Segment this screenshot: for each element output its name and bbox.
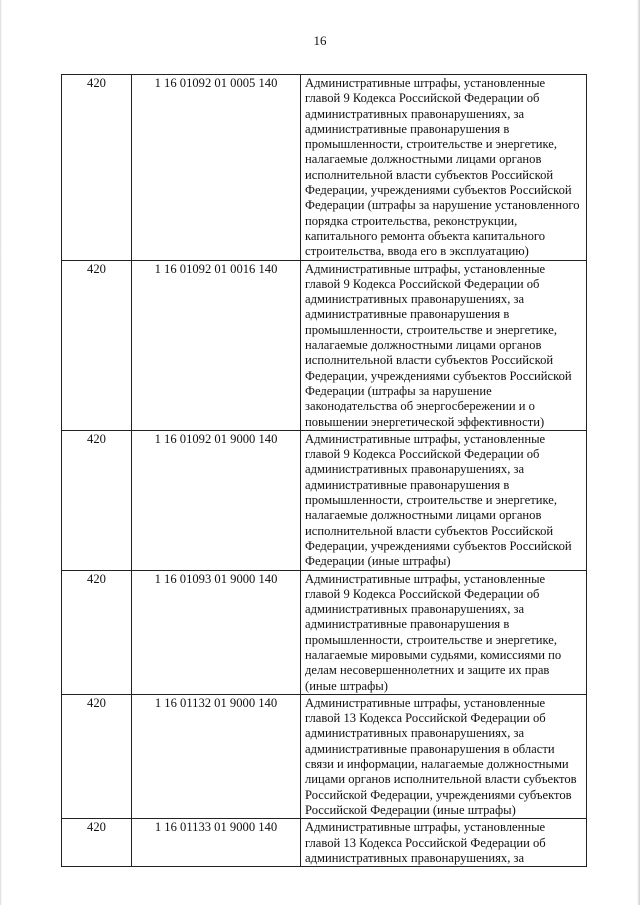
description-line: Федерации, учреждениями субъектов Российской	[305, 183, 572, 198]
table-row	[62, 75, 587, 261]
description-line: административные правонарушения в	[305, 617, 510, 632]
description-line: налагаемые должностными лицами органов	[305, 338, 542, 353]
description-line: главой 9 Кодекса Российской Федерации об	[305, 91, 540, 106]
description-line: Федерации, учреждениями субъектов Российской	[305, 368, 572, 383]
description-line: административные правонарушения в	[305, 121, 510, 136]
description-line: налагаемые должностными лицами органов	[305, 152, 542, 167]
description-line: Российской Федерации (иные штрафы)	[305, 802, 516, 817]
budget-code-cell: 1 16 01132 01 9000 140	[132, 694, 301, 818]
budget-code-cell: 1 16 01092 01 9000 140	[132, 430, 301, 570]
description-line: главой 13 Кодекса Российской Федерации об	[305, 835, 546, 850]
description-line: административные правонарушения в	[305, 307, 510, 322]
budget-code-cell: 1 16 01092 01 0005 140	[132, 75, 301, 261]
description-line: административные правонарушения в области	[305, 741, 555, 756]
admin-code-cell: 420	[62, 260, 132, 430]
description-line: Административные штрафы, установленные	[305, 76, 546, 90]
revenue-name-cell	[301, 694, 587, 818]
revenue-name-cell	[301, 430, 587, 570]
table-row	[62, 694, 587, 818]
description-line: делам несовершеннолетних и защите их прав	[305, 663, 550, 678]
description-line: административных правонарушениях, за	[305, 106, 525, 121]
description-line: административных правонарушениях, за	[305, 292, 525, 307]
description-line: порядка строительства, реконструкции,	[305, 213, 518, 228]
description-line: (иные штрафы)	[305, 678, 388, 693]
description-line: Федерации (штрафы за нарушение установленного	[305, 198, 580, 213]
description-line: Федерации (иные штрафы)	[305, 554, 451, 569]
description-line: промышленности, строительстве и энергетике,	[305, 632, 558, 647]
description-line: Административные штрафы, установленные	[305, 820, 546, 835]
description-line: главой 9 Кодекса Российской Федерации об	[305, 276, 540, 291]
description-line: промышленности, строительстве и энергетике,	[305, 137, 558, 152]
table-row	[62, 260, 587, 430]
budget-code-cell: 1 16 01092 01 0016 140	[132, 260, 301, 430]
description-line: налагаемые должностными лицами органов	[305, 508, 542, 523]
description-line: главой 9 Кодекса Российской Федерации об	[305, 447, 540, 462]
description-line: административных правонарушениях, за	[305, 726, 525, 741]
scan-edge-left	[0, 0, 2, 905]
description-line: административных правонарушениях, за	[305, 850, 525, 865]
revenue-name-cell	[301, 260, 587, 430]
table-body	[62, 75, 587, 867]
revenue-name-cell	[301, 75, 587, 261]
revenue-name-cell	[301, 570, 587, 694]
description-line: исполнительной власти субъектов Российской	[305, 523, 554, 538]
description-line: административных правонарушениях, за	[305, 462, 525, 477]
description-line: капитального ремонта объекта капитального	[305, 228, 546, 243]
budget-classification-table	[61, 74, 587, 867]
revenue-name-cell	[301, 819, 587, 867]
admin-code-cell: 420	[62, 819, 132, 867]
description-line: промышленности, строительстве и энергетике,	[305, 493, 558, 508]
description-line: лицами органов исполнительной власти субъектов	[305, 772, 577, 787]
table-row	[62, 819, 587, 867]
description-line: Административные штрафы, установленные	[305, 261, 546, 276]
description-line: исполнительной власти субъектов Российской	[305, 353, 554, 368]
admin-code-cell: 420	[62, 694, 132, 818]
description-line: административные правонарушения в	[305, 477, 510, 492]
description-line: промышленности, строительстве и энергетике,	[305, 322, 558, 337]
description-line: административных правонарушениях, за	[305, 602, 525, 617]
description-line: Федерации (штрафы за нарушение	[305, 383, 492, 398]
page-number: 16	[313, 33, 327, 48]
description-line: налагаемые мировыми судьями, комиссиями по	[305, 647, 562, 662]
description-line: законодательства об энергосбережении и о	[305, 399, 535, 414]
admin-code-cell: 420	[62, 570, 132, 694]
description-line: строительства, ввода его в эксплуатацию)	[305, 244, 529, 259]
description-line: Административные штрафы, установленные	[305, 571, 546, 586]
description-line: связи и информации, налагаемые должностными	[305, 757, 569, 772]
description-line: Российской Федерации, учреждениями субъектов	[305, 787, 572, 802]
budget-code-cell: 1 16 01093 01 9000 140	[132, 570, 301, 694]
description-line: исполнительной власти субъектов Российской	[305, 167, 554, 182]
description-line: главой 13 Кодекса Российской Федерации об	[305, 711, 546, 726]
admin-code-cell: 420	[62, 75, 132, 261]
table-row	[62, 570, 587, 694]
description-line: повышении энергетической эффективности)	[305, 414, 545, 429]
table-row	[62, 430, 587, 570]
description-line: Административные штрафы, установленные	[305, 431, 546, 446]
budget-code-cell: 1 16 01133 01 9000 140	[132, 819, 301, 867]
description-line: главой 9 Кодекса Российской Федерации об	[305, 586, 540, 601]
admin-code-cell: 420	[62, 430, 132, 570]
description-line: Федерации, учреждениями субъектов Российской	[305, 538, 572, 553]
description-line: Административные штрафы, установленные	[305, 695, 546, 710]
